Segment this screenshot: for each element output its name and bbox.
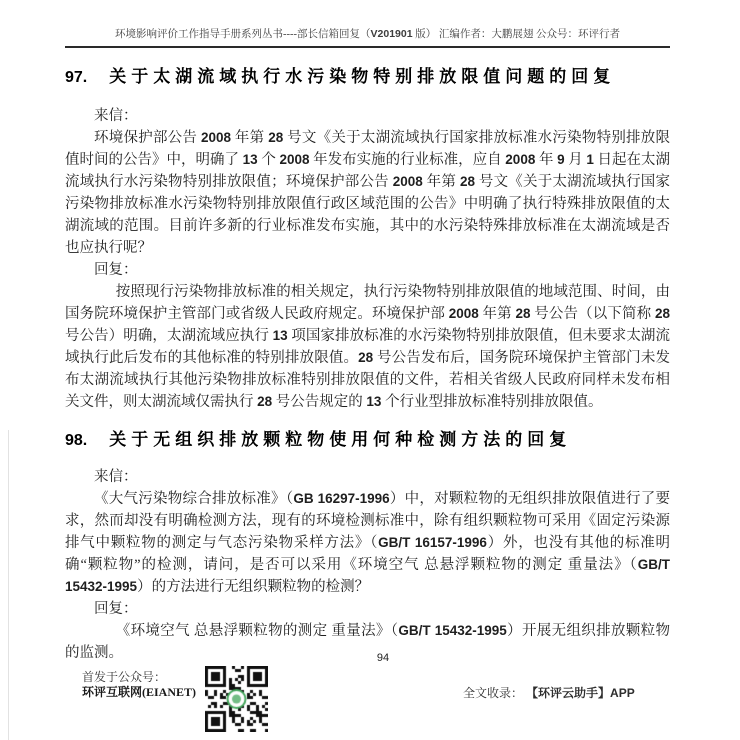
footer-app-note: 全文收录： 【环评云助手】APP: [463, 686, 635, 700]
page-scan-edge: [8, 430, 9, 740]
qr-code: [205, 666, 268, 732]
section-98-title-text: 关于无组织排放颗粒物使用何种检测方法的回复: [109, 430, 572, 449]
section-98-reply-label: 回复：: [94, 601, 138, 617]
section-98-letter-label: 来信：: [94, 469, 138, 485]
section-97-number: 97.: [65, 69, 88, 86]
section-98-reply-paragraph: 《环境空气 总悬浮颗粒物的测定 重量法》（GB/T 15432-1995）开展无组织排放颗粒物的监测。: [65, 623, 670, 661]
footer-publisher-line2: 环评互联网(EIANET): [82, 685, 197, 699]
section-97-letter-paragraph: 环境保护部公告 2008 年第 28 号文《关于太湖流域执行国家排放标准水污染物特别排放限值时间的公告》中，明确了 13 个 2008 年发布实施的行业标准，应自 2008 年 9 月 1 日起在太湖流域执行水污染物特别排放限值；环境保护部公告 2008 年第 28 号文《关于太湖流域执行国家污染物排放标准水污染物特别排放限值行政区域范围的公告》中明确了执行特殊排放限值的太湖流域的范围。目前许多新的行业标准发布实施，其中的水污染特殊排放标准在太湖流域是否也应执行呢？: [65, 130, 671, 256]
section-98-letter-paragraph: 《大气污染物综合排放标准》（GB 16297-1996）中，对颗粒物的无组织排放限值进行了要求，然而却没有明确检测方法，现有的环境检测标准中，除有组织颗粒物可采用《固定污染源排气中颗粒物的测定与气态污染物采样方法》（GB/T 16157-1996）外，也没有其他的标准明确“颗粒物”的检测，请问，是否可以采用《环境空气 总悬浮颗粒物的测定 重量法》（GB/T 15432-1995）的方法进行无组织颗粒物的检测？: [65, 491, 671, 595]
section-97-letter-label: 来信：: [94, 108, 138, 124]
document-content: [65, 26, 670, 664]
section-98: [65, 425, 670, 664]
section-97-title: [65, 62, 670, 87]
footer-publisher-line1: 首发于公众号：: [82, 670, 167, 684]
section-98-number: 98.: [65, 432, 88, 449]
section-97-title-text: 关于太湖流域执行水污染物特别排放限值问题的回复: [109, 67, 616, 86]
page-number: 94: [376, 652, 390, 664]
document-header: 环境影响评价工作指导手册系列丛书----部长信箱回复（V201901 版） 汇编作者：大鹏展翅 公众号：环评行者: [65, 26, 670, 48]
footer-publisher: [82, 670, 196, 700]
section-97-reply-label: 回复：: [94, 262, 138, 278]
section-98-title: [65, 425, 670, 450]
section-97-reply-paragraph: 按照现行污染物排放标准的相关规定，执行污染物特别排放限值的地域范围、时间，由国务院环境保护主管部门或省级人民政府规定。环境保护部 2008 年第 28 号公告（以下简称 28 号公告）明确，太湖流域应执行 13 项国家排放标准的水污染物特别排放限值，但未要求太湖流域执行此后发布的其他标准的特别排放限值。28 号公告发布后，国务院环境保护主管部门未发布太湖流域执行其他污染物排放标准特别排放限值的文件，若相关省级人民政府同样未发布相关文件，则太湖流域仅需执行 28 号公告规定的 13 个行业型排放标准特别排放限值。: [65, 284, 671, 410]
section-97: [65, 62, 670, 413]
